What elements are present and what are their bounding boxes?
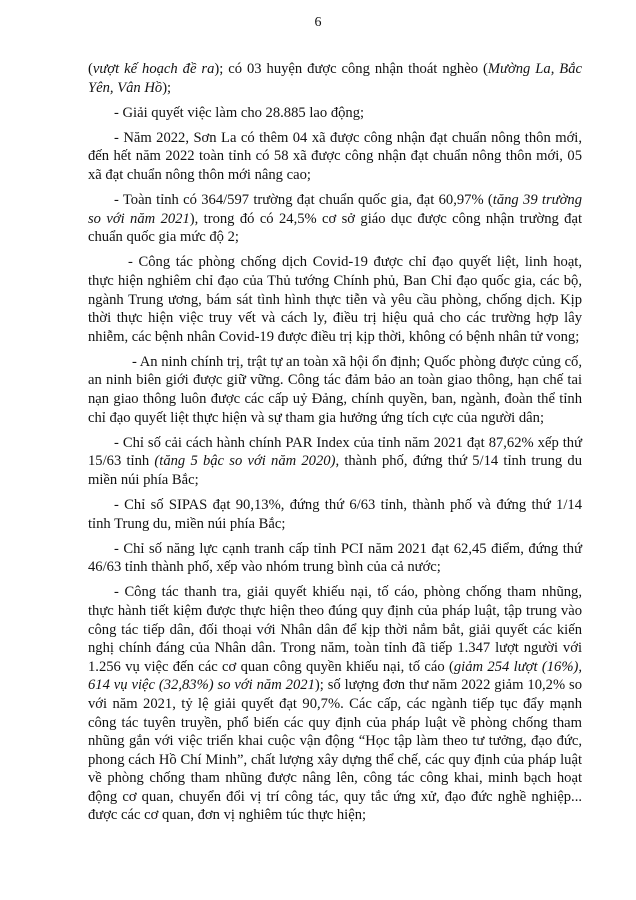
paragraph-inspection-anticorruption	[88, 583, 582, 825]
paragraph-employment: - Giải quyết việc làm cho 28.885 lao động;	[114, 104, 365, 121]
paragraph-new-rural-communes: - Năm 2022, Sơn La có thêm 04 xã được công nhận đạt chuẩn nông thôn mới, đến hết năm 2022 toàn tỉnh có 58 xã được công nhận đạt chuẩn nông thôn mới, 05 xã đạt chuẩn nông thôn mới nâng cao;	[88, 129, 582, 183]
text-run: );	[162, 79, 172, 96]
text-run: ); có 03 huyện được công nhận thoát nghèo (	[214, 61, 488, 77]
italic-phrase: (tăng 5 bậc so với năm 2020)	[154, 453, 336, 470]
text-run: ); số lượng đơn thư năm 2022 giảm 10,2% so với năm 2021, tỷ lệ giải quyết đạt 90,7%. Các cấp, các ngành tiếp tục đẩy mạnh công tác tuyên truyền, phổ biến các quy định của pháp luật về phòng chống tham nhũng gắn với việc triển khai cuộc vận động “Học tập làm theo tư tưởng, đạo đức, phong cách Hồ Chí Minh”, chất lượng xây dựng thể chế, các quy định của pháp luật về phòng chống tham nhũng được nâng lên, công tác công khai, minh bạch hoạt động cơ quan, chuyển đổi vị trí công tác, quy tắc ứng xử, đạo đức nghề nghiệp... được các cơ quan, đơn vị nghiêm túc thực hiện;	[88, 677, 582, 824]
paragraph-pci-index: - Chỉ số năng lực cạnh tranh cấp tỉnh PCI năm 2021 đạt 62,45 điểm, đứng thứ 46/63 tỉnh thành phố, xếp vào nhóm trung bình của cả nước;	[88, 540, 582, 576]
document-body	[88, 60, 582, 832]
paragraph-security-order: - An ninh chính trị, trật tự an toàn xã hội ổn định; Quốc phòng được củng cố, an ninh biên giới được giữ vững. Công tác đảm bảo an toàn giao thông, hạn chế tai nạn giao thông luôn được các cấp uỷ Đảng, chính quyền, ban, ngành, đoàn thể tỉnh chỉ đạo quyết liệt thực hiện và sự tham gia hưởng ứng tích cực của người dân;	[88, 353, 582, 426]
text-run: , thành phố, đứng thứ 5/14 tỉnh trung du miền núi phía Bắc;	[88, 453, 582, 488]
text-run: - Toàn tỉnh có 364/597 trường đạt chuẩn quốc gia, đạt 60,97% (	[114, 192, 493, 209]
text-run: - Công tác thanh tra, giải quyết khiếu nại, tố cáo, phòng chống tham nhũng, thực hành tiết kiệm được thực hiện theo đúng quy định của pháp luật, tập trung vào công tác tiếp dân, đối thoại với Nhân dân để kịp thời nắm bắt, giải quyết các kiến nghị chính đáng của Nhân dân. Trong năm, toàn tỉnh đã tiếp 1.347 lượt người với 1.256 vụ việc đến các cơ quan công quyền khiếu nại, tố cáo (	[88, 584, 582, 675]
text-run: - Chỉ số cải cách hành chính PAR Index của tỉnh năm 2021 đạt 87,62% xếp thứ 15/63 tỉnh	[88, 434, 582, 470]
paragraph-par-index	[88, 434, 582, 490]
paragraph-poverty-reduction: (vượt kế hoạch đề ra); có 03 huyện được công nhận thoát nghèo (Mường La, Bắc Yên, Vân Hồ);	[88, 61, 582, 96]
italic-phrase: giảm 254 lượt (16%), 614 vụ việc (32,83%) so với năm 2021	[88, 658, 582, 694]
text-run: ), trong đó có 24,5% cơ sở giáo dục được công nhận trường đạt chuẩn quốc gia mức độ 2;	[88, 210, 582, 246]
italic-phrase: tăng 39 trường so với năm 2021	[88, 192, 582, 227]
paragraph-sipas-index: - Chỉ số SIPAS đạt 90,13%, đứng thứ 6/63 tỉnh, thành phố và đứng thứ 1/14 tỉnh Trung du, miền núi phía Bắc;	[88, 496, 582, 532]
italic-phrase: Mường La, Bắc Yên, Vân Hồ	[88, 61, 582, 96]
paragraph-national-standard-schools	[88, 191, 582, 247]
paragraph-covid-prevention: - Công tác phòng chống dịch Covid-19 được chỉ đạo quyết liệt, linh hoạt, thực hiện nghiêm chỉ đạo của Thủ tướng Chính phủ, Ban Chỉ đạo quốc gia, các bộ, ngành Trung ương, bám sát tình hình thực tiễn và yêu cầu phòng, chống dịch. Kịp thời thực hiện việc truy vết và cách ly, điều trị hiệu quả cho các trường hợp lây nhiễm, các bệnh nhân Covid-19 được điều trị kịp thời, không có bệnh nhân tử vong;	[88, 254, 582, 345]
page-number: 6	[314, 15, 322, 30]
italic-phrase: vượt kế hoạch đề ra	[92, 61, 215, 77]
